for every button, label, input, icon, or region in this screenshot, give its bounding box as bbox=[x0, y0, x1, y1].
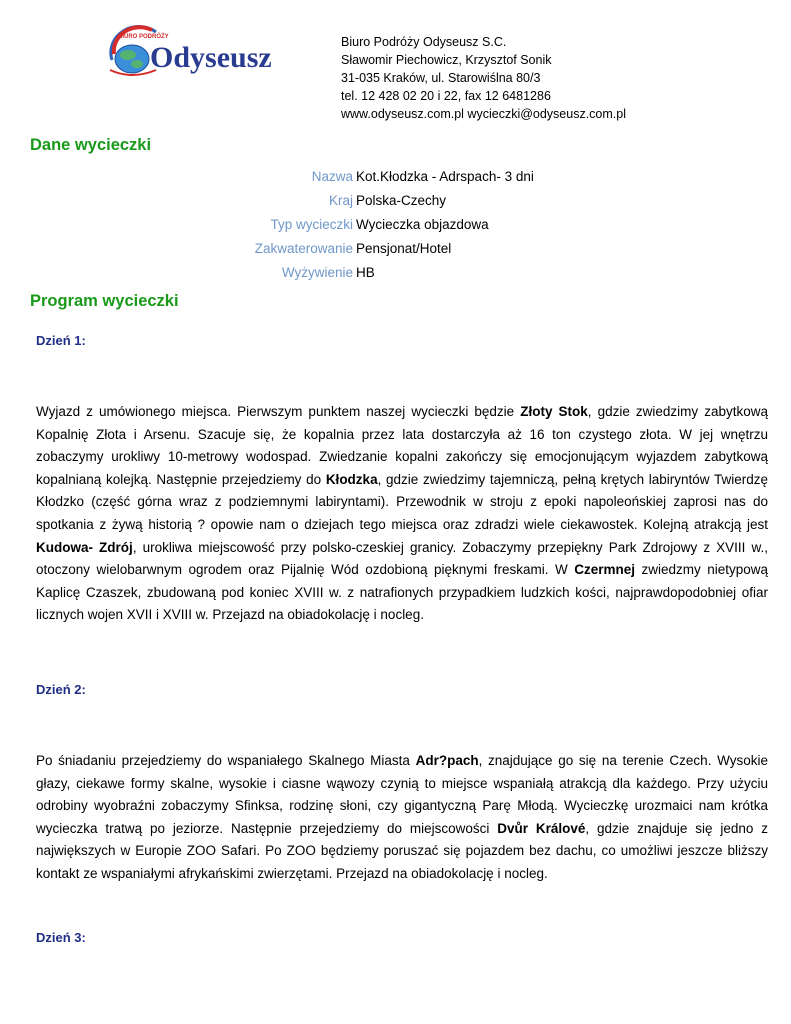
odyseusz-logo bbox=[104, 24, 304, 82]
text-run: , gdzie zwiedzimy zabytkową Kopalnię Złota i Arsenu. Szacuje się, że kopalnia przez lata dostarczyła aż 16 ton czystego złota. W jej wnętrzu zobaczymy urokliwy 10-metrowy wodospad. Zwiedzanie kopalni zakończy się emocjonującym wyjazdem zabytkową kopalnianą kolejką. Następnie przejedziemy do bbox=[36, 404, 768, 487]
text-run: , gdzie zwiedzimy tajemniczą, pełną krętych labiryntów Twierdzę Kłodzko (część górna wraz z podziemnymi labiryntami). Przewodnik w stroju z epoki napoleońskiej zaprosi nas do spotkania z żywą historią ? opowie nam o dziejach tego miejsca oraz zdradzi wiele ciekawostek. Kolejną atrakcją jest bbox=[36, 471, 768, 532]
place-adrspach: Adr?pach bbox=[415, 753, 479, 768]
company-name: Biuro Podróży Odyseusz S.C. bbox=[341, 35, 507, 49]
detail-row-type bbox=[0, 213, 534, 237]
detail-value: Wycieczka objazdowa bbox=[356, 217, 489, 232]
detail-value: Polska-Czechy bbox=[356, 193, 447, 208]
text-run: Wyjazd z umówionego miejsca. Pierwszym punktem naszej wycieczki będzie bbox=[36, 404, 521, 419]
trip-details-table bbox=[0, 165, 534, 285]
program-section-title: Program wycieczki bbox=[30, 292, 179, 310]
day-2-heading: Dzień 2: bbox=[36, 682, 86, 697]
text-run: , gdzie znajduje się jedno z największych w Europie ZOO Safari. Po ZOO będziemy poruszać się pojazdem bez dachu, co umożliwi jeszcze bliższy kontakt ze wspaniałymi afrykańskimi zwierzętami. Przejazd na obiadokolację i nocleg. bbox=[36, 820, 768, 881]
day-1-paragraph bbox=[36, 401, 768, 627]
logo-badge-text: BIURO PODRÓŻY bbox=[118, 34, 169, 40]
text-run: zwiedzmy nietypową Kaplicę Czaszek, zbudowaną pod koniec XVIII w. z natrafionych przypadkiem ludzkich kości, najprawdopodobniej ofiar licznych wojen XVII i XVIII w. Przejazd na obiadokolację i nocleg. bbox=[36, 562, 768, 623]
place-kudowa-zdroj: Kudowa- Zdrój bbox=[36, 539, 133, 555]
detail-label: Wyżywienie bbox=[281, 265, 353, 280]
text-run: Po śniadaniu przejedziemy do wspaniałego Skalnego Miasta bbox=[36, 753, 416, 768]
detail-label: Kraj bbox=[328, 193, 353, 208]
text-run: , urokliwa miejscowość przy polsko-czeskiej granicy. Zobaczymy przepiękny Park Zdrojowy z XVIII w., otoczony wielobarwnym ogrodem oraz Pijalnię Wód ozdobioną pięknymi freskami. W bbox=[36, 539, 768, 578]
detail-label: Typ wycieczki bbox=[270, 217, 353, 232]
detail-row-country bbox=[0, 189, 534, 213]
day-2-paragraph bbox=[36, 750, 768, 886]
logo-globe-icon bbox=[104, 24, 304, 82]
detail-row-board bbox=[0, 261, 534, 285]
company-address: 31-035 Kraków, ul. Starowiślna 80/3 bbox=[341, 71, 541, 85]
detail-value: Kot.Kłodzka - Adrspach- 3 dni bbox=[356, 169, 534, 184]
company-web-email: www.odyseusz.com.pl wycieczki@odyseusz.com.pl bbox=[341, 107, 627, 121]
text-run: , znajdujące go się na terenie Czech. Wysokie głazy, ciekawe formy skalne, wysokie i ciasne wąwozy czynią to miejsce wspaniałą atrakcją dla każdego. Przy użyciu odrobiny wyobraźni zobaczymy Sfinksa, rodzinę słoni, czy gigantyczną Parę Młodą. Wycieczkę urozmaici nam krótka wycieczka tratwą po jeziorze. Następnie przejedziemy do miejscowości bbox=[36, 753, 768, 836]
company-phone: tel. 12 428 02 20 i 22, fax 12 6481286 bbox=[341, 89, 551, 103]
detail-label: Nazwa bbox=[311, 169, 353, 184]
place-dvur-kralove: Dvůr Králové bbox=[497, 820, 586, 836]
day-3-heading: Dzień 3: bbox=[36, 930, 86, 945]
detail-label: Zakwaterowanie bbox=[254, 241, 353, 256]
day-2-description bbox=[36, 750, 768, 886]
day-1-description bbox=[36, 401, 768, 627]
day-1-heading: Dzień 1: bbox=[36, 333, 86, 348]
detail-value: HB bbox=[356, 265, 375, 280]
logo-brand-text: Odyseusz bbox=[150, 41, 272, 74]
company-owners: Sławomir Piechowicz, Krzysztof Sonik bbox=[341, 53, 552, 67]
detail-row-name bbox=[0, 165, 534, 189]
detail-value: Pensjonat/Hotel bbox=[356, 241, 452, 256]
company-info bbox=[341, 33, 626, 123]
place-zloty-stok: Złoty Stok bbox=[520, 404, 588, 419]
place-czermna: Czermnej bbox=[574, 562, 635, 578]
place-klodzko: Kłodzka bbox=[325, 471, 378, 487]
details-section-title: Dane wycieczki bbox=[30, 136, 152, 154]
detail-row-accommodation bbox=[0, 237, 534, 261]
